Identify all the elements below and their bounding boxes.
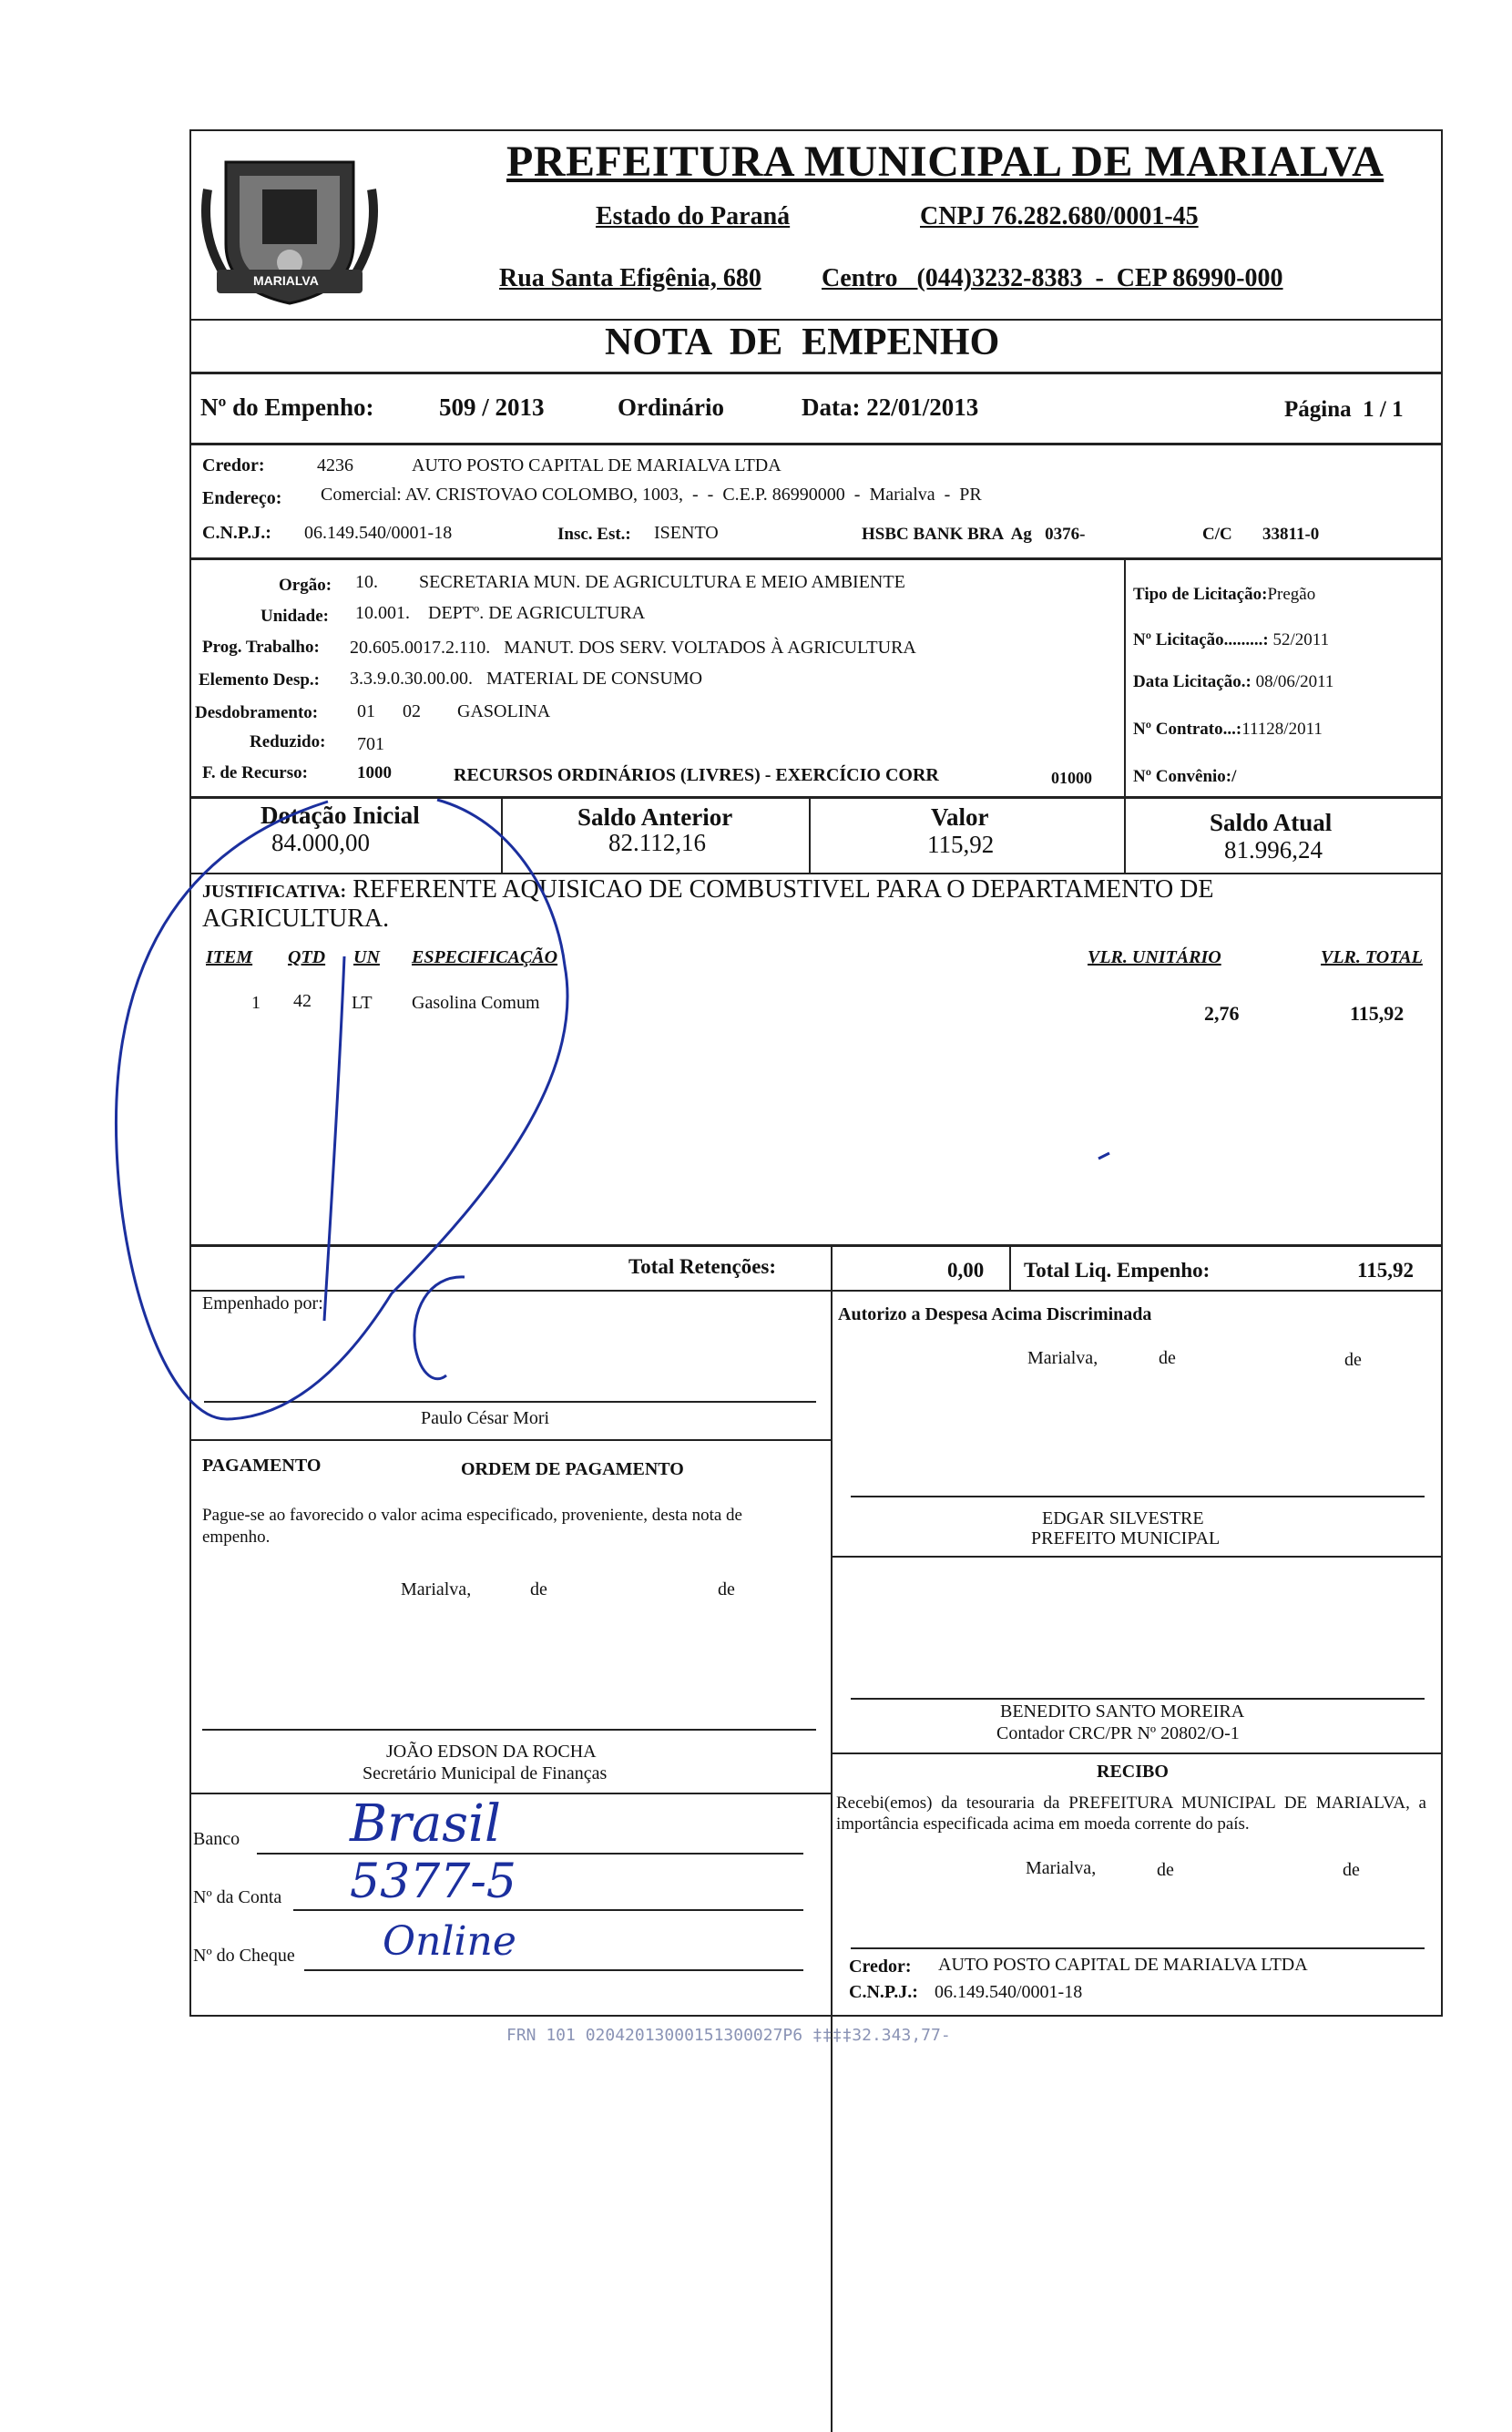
recurso-desc: RECURSOS ORDINÁRIOS (LIVRES) - EXERCÍCIO CORR [454,765,939,785]
cheque-handwritten: Online [383,1918,516,1965]
recibo-label: RECIBO [1097,1762,1169,1782]
data-licitacao-label: Data Licitação.: 08/06/2011 [1133,672,1334,691]
pagamento-place: Marialva, [401,1579,472,1599]
recibo-place: Marialva, [1026,1858,1097,1878]
autorizo-place: Marialva, [1027,1348,1098,1368]
recibo-de-1: de [1157,1860,1174,1880]
empenho-label: Nº do Empenho: [200,393,374,421]
retencoes-label: Total Retenções: [628,1255,777,1278]
header-contact: Centro (044)3232-8383 - CEP 86990-000 [822,264,1283,292]
ordem-pagamento-label: ORDEM DE PAGAMENTO [461,1459,684,1479]
item-number: 1 [251,993,261,1013]
recibo-cnpj: 06.149.540/0001-18 [935,1982,1083,2002]
crest-text: MARIALVA [253,273,319,288]
recurso-num: 01000 [1051,769,1092,787]
doc-title: NOTA DE EMPENHO [605,322,1000,363]
header-address: Rua Santa Efigênia, 680 [499,264,761,292]
col-unit: VLR. UNITÁRIO [1088,947,1221,967]
conta-handwritten: 5377-5 [350,1855,516,1909]
recibo-cnpj-label: C.N.P.J.: [849,1982,918,2002]
desdobramento-value: 01 02 GASOLINA [357,701,551,721]
saldo-atual-value: 81.996,24 [1224,836,1323,863]
contador-role: Contador CRC/PR Nº 20802/O-1 [996,1723,1240,1743]
empenho-number: 509 / 2013 [439,393,545,421]
recibo-credor-label: Credor: [849,1957,912,1977]
empenhado-name: Paulo César Mori [421,1408,550,1428]
saldo-anterior-label: Saldo Anterior [577,803,733,831]
elemento-value: 3.3.9.0.30.00.00. MATERIAL DE CONSUMO [350,669,703,689]
conta-label: Nº da Conta [193,1887,282,1907]
recurso-label: F. de Recurso: [202,763,308,782]
item-espec: Gasolina Comum [412,993,540,1013]
retencoes-value: 0,00 [947,1259,985,1282]
dotacao-value: 84.000,00 [271,829,370,856]
cnpj-label: C.N.P.J.: [202,523,271,543]
empenhado-label: Empenhado por: [202,1293,323,1313]
banco-handwritten: Brasil [350,1794,501,1854]
orgao-value: 10. SECRETARIA MUN. DE AGRICULTURA E MEIO AMBIENTE [355,572,905,592]
autorizo-de-2: de [1344,1350,1362,1370]
autorizo-label: Autorizo a Despesa Acima Discriminada [838,1304,1152,1324]
credor-code: 4236 [317,455,353,475]
saldo-atual-label: Saldo Atual [1210,809,1333,836]
footer-code: FRN 101 02042013000151300027P6 ‡‡‡‡32.343,77- [506,2026,951,2045]
pagamento-de-1: de [530,1579,547,1599]
banco-label: Banco [193,1829,240,1849]
col-total: VLR. TOTAL [1321,947,1423,967]
credor-cnpj: 06.149.540/0001-18 [304,523,453,543]
page-number: Página 1 / 1 [1284,397,1404,422]
page-title: PREFEITURA MUNICIPAL DE MARIALVA [506,138,1384,186]
total-liq-value: 115,92 [1357,1259,1414,1282]
col-espec: ESPECIFICAÇÃO [412,947,558,967]
num-licitacao-label: Nº Licitação.........: 52/2011 [1133,630,1330,649]
dotacao-label: Dotação Inicial [261,802,420,829]
bank-info: HSBC BANK BRA Ag 0376- [862,525,1086,544]
desdobramento-label: Desdobramento: [195,703,319,722]
tipo-licitacao-label: Tipo de Licitação:Pregão [1133,585,1316,604]
header-state: Estado do Paraná [596,202,791,230]
col-qtd: QTD [288,947,326,967]
secretario-role: Secretário Municipal de Finanças [363,1763,608,1783]
cheque-label: Nº do Cheque [193,1946,295,1966]
justificativa-text: REFERENTE AQUISICAO DE COMBUSTIVEL PARA O DEPARTAMENTO DE [352,875,1214,904]
secretario-name: JOÃO EDSON DA ROCHA [386,1742,597,1762]
valor-value: 115,92 [927,831,995,858]
pagamento-text: Pague-se ao favorecido o valor acima especificado, proveniente, desta nota de empenho. [202,1506,742,1547]
convenio-label: Nº Convênio:/ [1133,767,1237,786]
unidade-label: Unidade: [261,607,329,626]
orgao-label: Orgão: [279,576,332,595]
prefeito-name: EDGAR SILVESTRE [1042,1508,1204,1528]
total-liq-label: Total Liq. Empenho: [1024,1259,1211,1282]
recurso-code: 1000 [357,763,392,782]
contrato-label: Nº Contrato...:11128/2011 [1133,720,1323,739]
col-un: UN [353,947,380,967]
credor-name: AUTO POSTO CAPITAL DE MARIALVA LTDA [412,455,782,475]
insc-label: Insc. Est.: [557,525,631,544]
col-item: ITEM [206,947,253,967]
cc-value: 33811-0 [1262,525,1320,544]
pagamento-label: PAGAMENTO [202,1456,322,1476]
reduzido-label: Reduzido: [250,732,326,751]
prog-value: 20.605.0017.2.110. MANUT. DOS SERV. VOLTADOS À AGRICULTURA [350,638,916,658]
contador-name: BENEDITO SANTO MOREIRA [1000,1701,1245,1722]
recibo-credor: AUTO POSTO CAPITAL DE MARIALVA LTDA [938,1955,1308,1975]
item-total-value: 115,92 [1350,1002,1405,1025]
empenho-date: Data: 22/01/2013 [802,393,979,421]
item-qtd: 42 [293,991,312,1011]
valor-label: Valor [931,803,989,831]
elemento-label: Elemento Desp.: [199,670,320,690]
justificativa-text-2: AGRICULTURA. [202,904,390,933]
insc-value: ISENTO [654,523,719,543]
prefeito-role: PREFEITO MUNICIPAL [1031,1528,1221,1548]
pagamento-de-2: de [718,1579,735,1599]
item-un: LT [352,993,373,1013]
header-cnpj: CNPJ 76.282.680/0001-45 [920,202,1199,230]
item-unit-value: 2,76 [1204,1002,1240,1025]
unidade-value: 10.001. DEPTº. DE AGRICULTURA [355,603,646,623]
credor-address: Comercial: AV. CRISTOVAO COLOMBO, 1003, - - C.E.P. 86990000 - Marialva - PR [321,485,982,505]
reduzido-value: 701 [357,734,384,754]
empenho-type: Ordinário [618,393,725,421]
cc-label: C/C [1202,525,1232,544]
justificativa-label: JUSTIFICATIVA: [202,882,347,902]
address-label: Endereço: [202,488,282,508]
credor-label: Credor: [202,455,265,475]
recibo-text: Recebi(emos) da tesouraria da PREFEITURA MUNICIPAL DE MARIALVA, a importância especificada acima em moeda corrente do país. [836,1793,1426,1834]
prog-label: Prog. Trabalho: [202,638,320,657]
autorizo-de-1: de [1159,1348,1176,1368]
recibo-de-2: de [1343,1860,1360,1880]
saldo-anterior-value: 82.112,16 [608,829,706,856]
